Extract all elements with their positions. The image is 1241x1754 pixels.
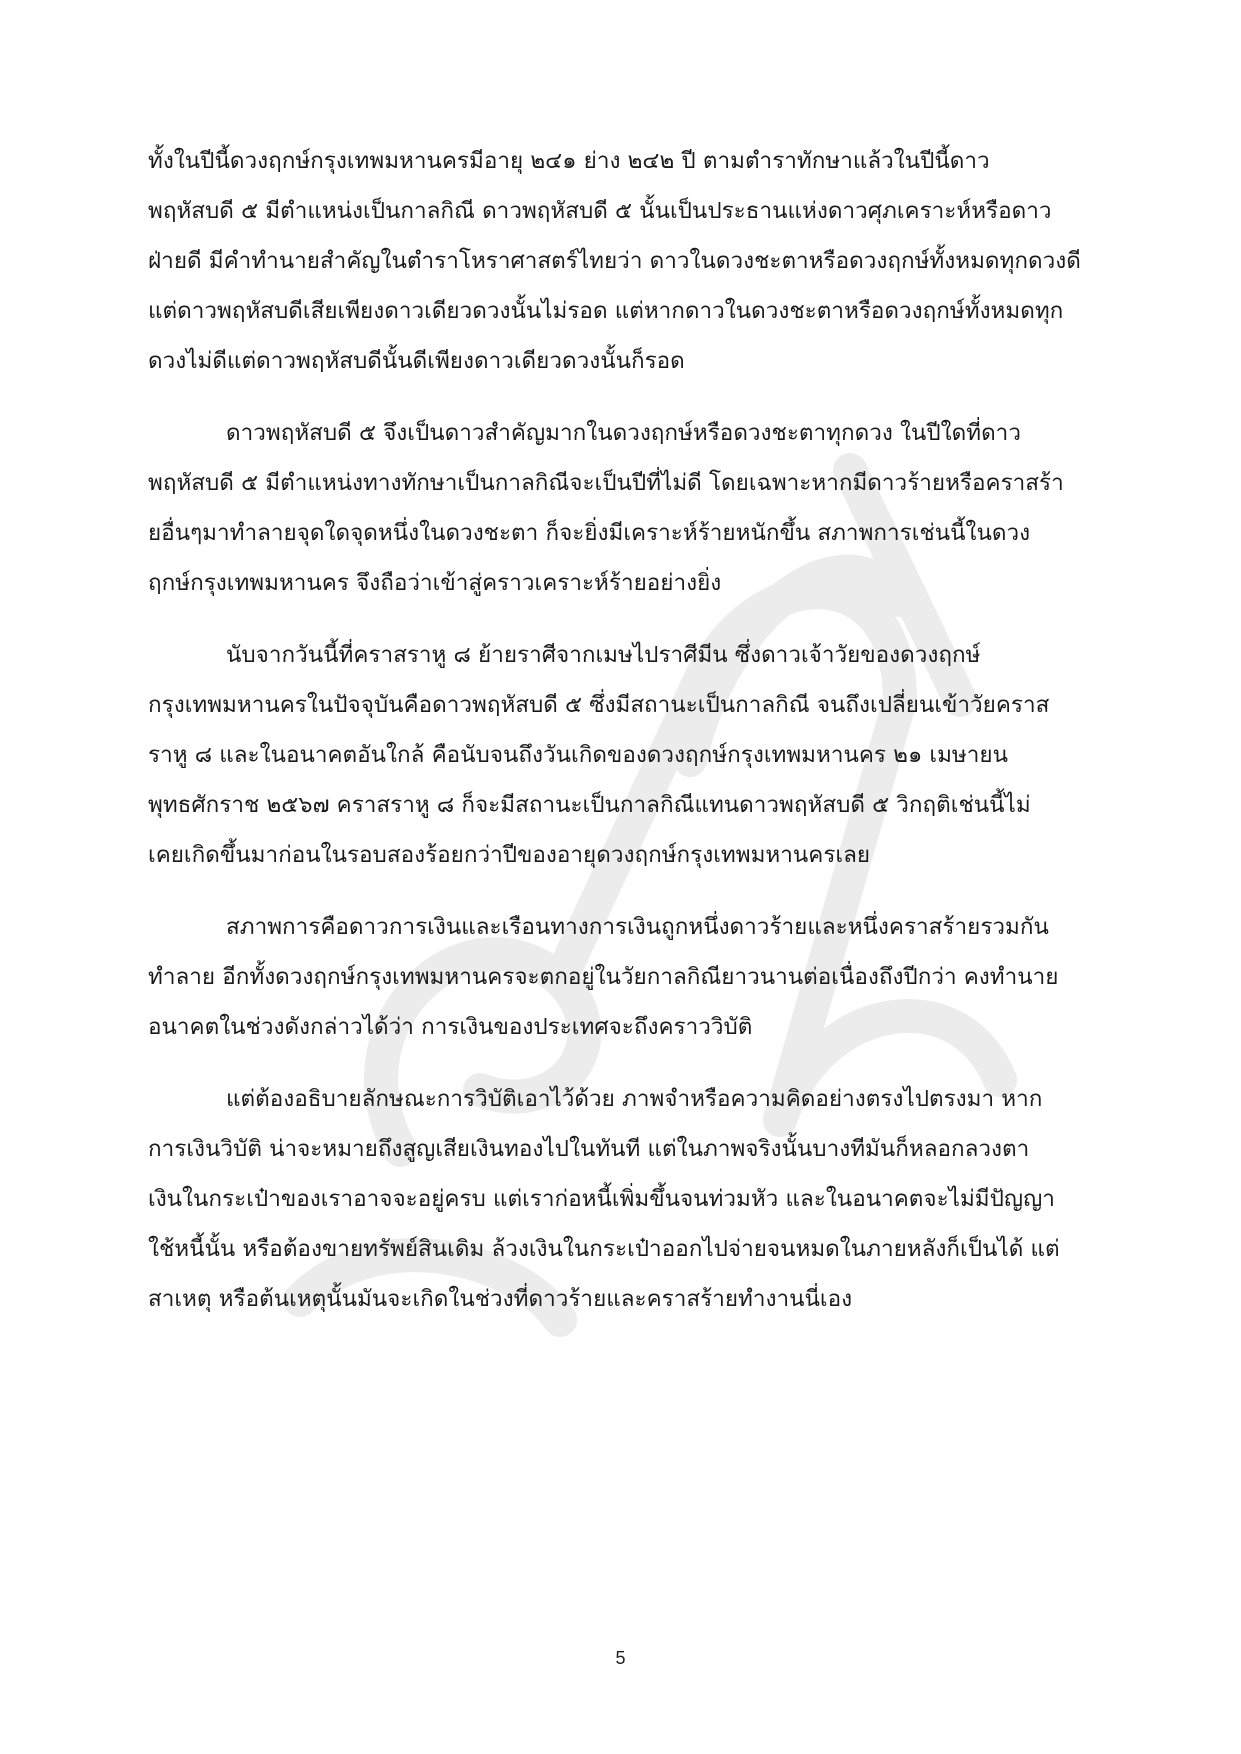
paragraph-4 <box>148 902 1094 1052</box>
document-body <box>148 136 1094 1346</box>
text-line: นับจากวันนี้ที่คราสราหู ๘ ย้ายราศีจากเมษไปราศีมีน ซึ่งดาวเจ้าวัยของดวงฤกษ์ <box>226 642 981 668</box>
text-line: เคยเกิดขึ้นมาก่อนในรอบสองร้อยกว่าปีของอายุดวงฤกษ์กรุงเทพมหานครเลย <box>148 842 871 868</box>
paragraph-5 <box>148 1074 1094 1324</box>
text-line: สาเหตุ หรือต้นเหตุนั้นมันจะเกิดในช่วงที่ดาวร้ายและคราสร้ายทำงานนี่เอง <box>148 1286 853 1312</box>
paragraph-2 <box>148 408 1094 608</box>
page-number: 5 <box>615 1648 626 1668</box>
text-line: แต่ต้องอธิบายลักษณะการวิบัติเอาไว้ด้วย ภาพจำหรือความคิดอย่างตรงไปตรงมา หาก <box>226 1086 1043 1112</box>
text-line: ดาวพฤหัสบดี ๕ จึงเป็นดาวสำคัญมากในดวงฤกษ์หรือดวงชะตาทุกดวง ในปีใดที่ดาว <box>226 420 1021 446</box>
paragraph-3 <box>148 630 1094 880</box>
text-line: พุทธศักราช ๒๕๖๗ คราสราหู ๘ ก็จะมีสถานะเป็นกาลกิณีแทนดาวพฤหัสบดี ๕ วิกฤติเช่นนี้ไม่ <box>148 792 1031 818</box>
text-line: เงินในกระเป๋าของเราอาจจะอยู่ครบ แต่เราก่อหนี้เพิ่มขึ้นจนท่วมหัว และในอนาคตจะไม่มีปัญญา <box>148 1186 1055 1212</box>
text-line: ใช้หนี้นั้น หรือต้องขายทรัพย์สินเดิม ล้วงเงินในกระเป๋าออกไปจ่ายจนหมดในภายหลังก็เป็นได้ แต่ <box>148 1236 1060 1262</box>
text-line: การเงินวิบัติ น่าจะหมายถึงสูญเสียเงินทองไปในทันที แต่ในภาพจริงนั้นบางทีมันก็หลอกลวงตา <box>148 1136 1030 1162</box>
text-line: อนาคตในช่วงดังกล่าวได้ว่า การเงินของประเทศจะถึงคราววิบัติ <box>148 1014 753 1040</box>
text-line: สภาพการคือดาวการเงินและเรือนทางการเงินถูกหนึ่งดาวร้ายและหนึ่งคราสร้ายรวมกัน <box>226 914 1049 940</box>
paragraph-1 <box>148 136 1094 386</box>
text-line: ฝ่ายดี มีคำทำนายสำคัญในตำราโหราศาสตร์ไทยว่า ดาวในดวงชะตาหรือดวงฤกษ์ทั้งหมดทุกดวงดี <box>148 248 1081 274</box>
text-line: ราหู ๘ และในอนาคตอันใกล้ คือนับจนถึงวันเกิดของดวงฤกษ์กรุงเทพมหานคร ๒๑ เมษายน <box>148 742 1008 768</box>
text-line: ทำลาย อีกทั้งดวงฤกษ์กรุงเทพมหานครจะตกอยู่ในวัยกาลกิณียาวนานต่อเนื่องถึงปีกว่า คงทำนาย <box>148 964 1059 990</box>
text-line: พฤหัสบดี ๕ มีตำแหน่งทางทักษาเป็นกาลกิณีจะเป็นปีที่ไม่ดี โดยเฉพาะหากมีดาวร้ายหรือคราสร้า <box>148 470 1064 496</box>
text-line: พฤหัสบดี ๕ มีตำแหน่งเป็นกาลกิณี ดาวพฤหัสบดี ๕ นั้นเป็นประธานแห่งดาวศุภเคราะห์หรือดาว <box>148 198 1052 224</box>
text-line: กรุงเทพมหานครในปัจจุบันคือดาวพฤหัสบดี ๕ ซึ่งมีสถานะเป็นกาลกิณี จนถึงเปลี่ยนเข้าวัยคราส <box>148 692 1050 718</box>
text-line: ทั้งในปีนี้ดวงฤกษ์กรุงเทพมหานครมีอายุ ๒๔๑ ย่าง ๒๔๒ ปี ตามตำราทักษาแล้วในปีนี้ดาว <box>148 148 990 174</box>
text-line: แต่ดาวพฤหัสบดีเสียเพียงดาวเดียวดวงนั้นไม่รอด แต่หากดาวในดวงชะตาหรือดวงฤกษ์ทั้งหมดทุก <box>148 298 1064 324</box>
text-line: ยอื่นๆมาทำลายจุดใดจุดหนึ่งในดวงชะตา ก็จะยิ่งมีเคราะห์ร้ายหนักขึ้น สภาพการเช่นนี้ในดวง <box>148 520 1031 546</box>
text-line: ฤกษ์กรุงเทพมหานคร จึงถือว่าเข้าสู่คราวเคราะห์ร้ายอย่างยิ่ง <box>148 570 722 596</box>
text-line: ดวงไม่ดีแต่ดาวพฤหัสบดีนั้นดีเพียงดาวเดียวดวงนั้นก็รอด <box>148 348 685 374</box>
